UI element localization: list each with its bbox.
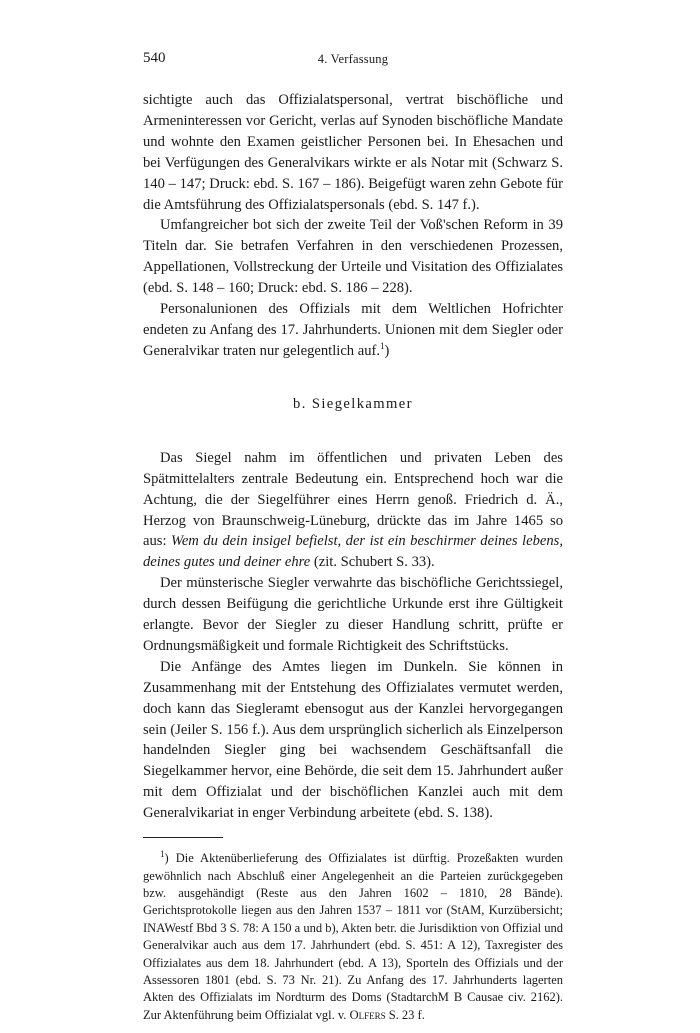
page-header [143,50,563,70]
paragraph-text: (zit. Schubert S. 33). [310,554,435,571]
footnote-marker: 1 [160,848,165,859]
paragraph-text: Der münsterische Siegler verwahrte das bischöfliche Gerichtssiegel, durch dessen Beifügung die gerichtliche Urkunde erst ihre Gültigkeit erlangte. Bevor der Siegler zu dieser Handlung schritt, prüfte er Ordnungsmäßigkeit und formale Richtigkeit des Schriftstücks. [143,575,563,654]
paragraph-text: Das Siegel nahm im öffentlichen und privaten Leben des Spätmittelalters zentrale Bedeutung ein. Entsprechend hoch war die Achtung, die der Siegelführer eines Herrn genoß. Friedrich d. Ä., Herzog von Braunschweig-Lüneburg, drückte das im Jahre 1465 so aus: [143,449,563,550]
footnote-author: Olfers [349,1007,386,1022]
paragraph [143,299,563,362]
paragraph [143,215,563,299]
paragraph-text: Personalunionen des Offizials mit dem Weltlichen Hofrichter endeten zu Anfang des 17. Jahrhunderts. Unionen mit dem Siegler oder Generalvikar traten nur gelegentlich auf. [143,301,563,359]
main-text [143,90,563,1024]
paragraph-text: Die Anfänge des Amtes liegen im Dunkeln. Sie können in Zusammenhang mit der Entstehung des Offizialates vermutet werden, doch kann das Siegleramt ebensogut aus der Kanzlei hervorgegangen sein (Jeiler S. 156 f.). Aus dem ursprünglich sicherlich als Einzelperson handelnden Siegler ging bei wachsendem Geschäftsanfall die Siegelkammer hervor, eine Behörde, die seit dem 15. Jahrhundert außer mit dem Offizialat und der bischöflichen Kanzlei auch mit dem Generalvikariat in enger Verbindung arbeitete (ebd. S. 138). [143,658,563,822]
footnote-text-end: S. 23 f. [385,1007,425,1022]
footnote-text: Die Aktenüberlieferung des Offizialates ist dürftig. Prozeßakten wurden gewöhnlich nach Abschluß einer Angelegenheit an die Parteien zurückgegeben bzw. ausgehändigt (Reste aus den Jahren 1602 – 1810, 28 Bände). Gerichtsprotokolle liegen aus den Jahren 1537 – 1811 vor (StAM, Kurzübersicht; INAWestf Bbd 3 S. 78: A 150 a und b), Akten betr. die Jurisdiktion von Offizial und Generalvikar auch aus dem 17. Jahrhundert (ebd. S. 451: A 12), Taxregister des Offizialates aus dem 18. Jahrhundert (ebd. A 13), Sporteln des Offizials und der Assessoren 1801 (ebd. S. 73 Nr. 21). Zu Anfang des 17. Jahrhunderts lagerten Akten des Offizialats im Nordturm des Doms (StadtarchM B Causae civ. 2162). Zur Aktenführung beim Offizialat vgl. v. [143,851,563,1022]
footnote [143,850,563,1024]
paragraph-text: sichtigte auch das Offizialatspersonal, vertrat bischöfliche und Armeninteressen vor Gericht, verlas auf Synoden bischöfliche Mandate und wohnte den Examen geistlicher Personen bei. In Ehesachen und bei Verfügungen des Generalvikars wirkte er als Notar mit (Schwarz S. 140 – 147; Druck: ebd. S. 167 – 186). Beigefügt waren zehn Gebote für die Amtsführung des Offizialatspersonals (ebd. S. 147 f.). [143,92,563,213]
footnote-divider [143,837,223,838]
paragraph [143,448,563,573]
footnote-reference-paren: ) [384,342,390,359]
paragraph [143,657,563,824]
running-title: 4. Verfassung [317,52,389,66]
paragraph-text: Umfangreicher bot sich der zweite Teil der Voß'schen Reform in 39 Titeln dar. Sie betrafen Verfahren in den verschiedenen Prozessen, Appellationen, Vollstreckung der Urteile und Visitation des Offizialates (ebd. S. 148 – 160; Druck: ebd. S. 186 – 228). [143,217,563,297]
paragraph [143,90,563,215]
paragraph [143,573,563,657]
quotation: Wem du dein insigel befielst, der ist ein beschirmer deines lebens, deines gutes und deiner ehre [143,533,563,571]
page-number: 540 [143,50,166,66]
footnote-marker-paren: ) [164,851,169,866]
section-heading: b. Siegelkammer [293,395,413,412]
footnote-reference[interactable]: 1 [380,341,385,352]
